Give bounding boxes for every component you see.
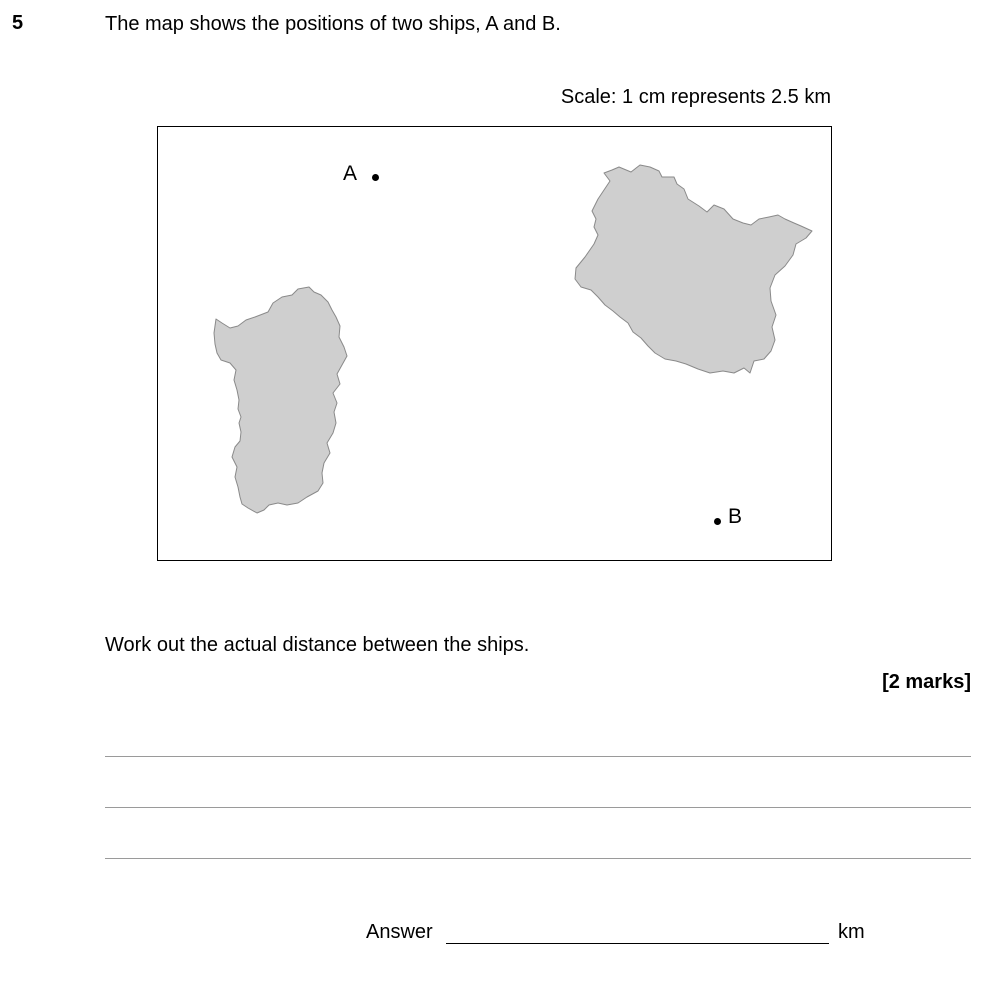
working-line[interactable] bbox=[105, 807, 971, 808]
marks-label: [2 marks] bbox=[882, 671, 971, 693]
island-right bbox=[575, 165, 812, 373]
question-number: 5 bbox=[12, 12, 24, 34]
task-prompt: Work out the actual distance between the ships. bbox=[105, 634, 530, 656]
working-line[interactable] bbox=[105, 858, 971, 859]
scale-text: Scale: 1 cm represents 2.5 km bbox=[560, 86, 831, 108]
answer-input[interactable] bbox=[446, 943, 829, 944]
ship-b-label: B bbox=[728, 505, 743, 528]
map-frame bbox=[157, 126, 832, 561]
answer-unit: km bbox=[838, 921, 865, 943]
island-left bbox=[214, 287, 347, 513]
working-line[interactable] bbox=[105, 756, 971, 757]
question-text: The map shows the positions of two ships, A and B. bbox=[105, 13, 561, 35]
answer-label: Answer bbox=[366, 921, 433, 943]
ship-a-marker bbox=[372, 174, 379, 181]
ship-b-marker bbox=[714, 518, 721, 525]
islands-graphic bbox=[158, 127, 830, 559]
ship-a-label: A bbox=[343, 162, 358, 185]
